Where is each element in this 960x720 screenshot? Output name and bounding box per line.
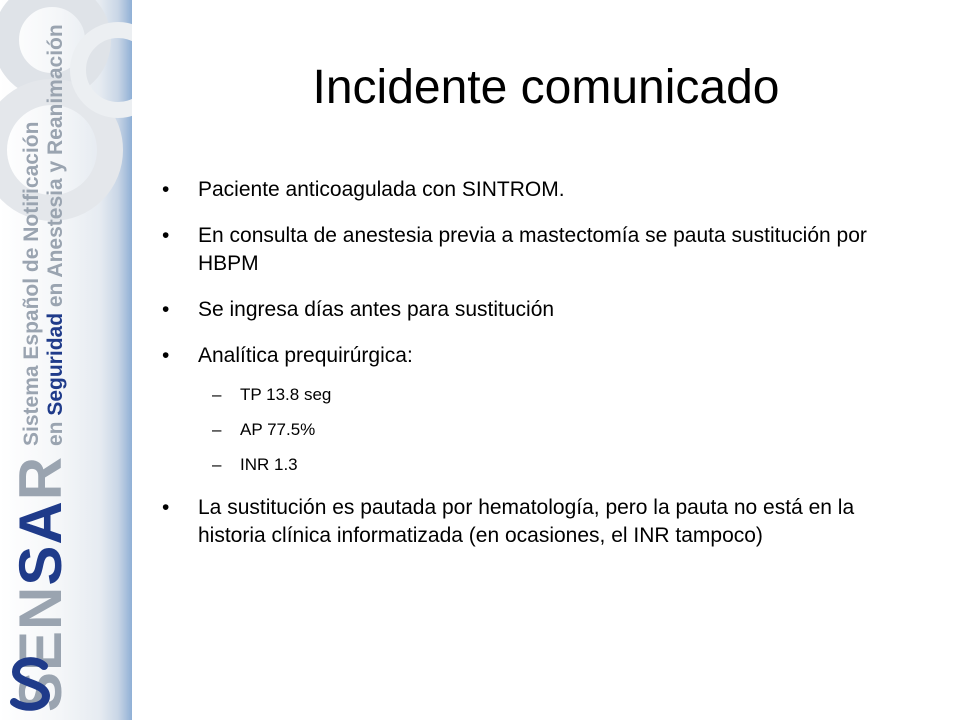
dash-icon: –	[212, 385, 222, 404]
sensar-sidebar	[0, 0, 132, 720]
sub-bullet-text: TP 13.8 seg	[240, 385, 332, 404]
bullet-icon: •	[162, 178, 170, 201]
sensar-s-icon	[8, 656, 54, 712]
bullet-icon: •	[162, 496, 170, 519]
bullet-icon: •	[162, 298, 170, 321]
bullet-text: La sustitución es pautada por hematología, pero la pauta no está en la historia clínica informatizada (en ocasiones, el INR tampoco)	[198, 496, 855, 547]
slide-content	[162, 176, 902, 568]
sub-bullet-text: INR 1.3	[240, 455, 298, 474]
sub-bullet-item	[162, 384, 902, 406]
bullet-item	[162, 222, 902, 278]
wordmark-prefix: SEN	[7, 585, 74, 712]
bullet-text: Se ingresa días antes para sustitución	[198, 298, 555, 321]
dash-icon: –	[212, 420, 222, 439]
logo-subtitle-line2-suffix: en Anestesia y Reanimación	[44, 24, 67, 313]
dash-icon: –	[212, 455, 222, 474]
bullet-item	[162, 494, 902, 550]
bullet-text: Paciente anticoagulada con SINTROM.	[198, 178, 565, 201]
bullet-item	[162, 176, 902, 204]
bullet-icon: •	[162, 344, 170, 367]
bullet-icon: •	[162, 224, 170, 247]
logo-subtitle-line2-prefix: en	[44, 415, 67, 446]
logo-subtitle-highlight: Seguridad	[44, 312, 67, 416]
logo-subtitle-line1: Sistema Español de Notificación	[20, 121, 43, 446]
bullet-text: Analítica prequirúrgica:	[198, 344, 413, 367]
bullet-item	[162, 296, 902, 324]
sub-bullet-text: AP 77.5%	[240, 420, 316, 439]
logo-subtitle-line2	[44, 24, 68, 446]
bullet-item	[162, 342, 902, 370]
bullet-text: En consulta de anestesia previa a mastectomía se pauta sustitución por HBPM	[198, 224, 867, 275]
sub-bullet-item	[162, 419, 902, 441]
wordmark-suffix: R	[7, 455, 74, 501]
slide-title: Incidente comunicado	[312, 61, 780, 114]
sub-bullet-item	[162, 454, 902, 476]
wordmark-highlight: SA	[7, 500, 74, 586]
